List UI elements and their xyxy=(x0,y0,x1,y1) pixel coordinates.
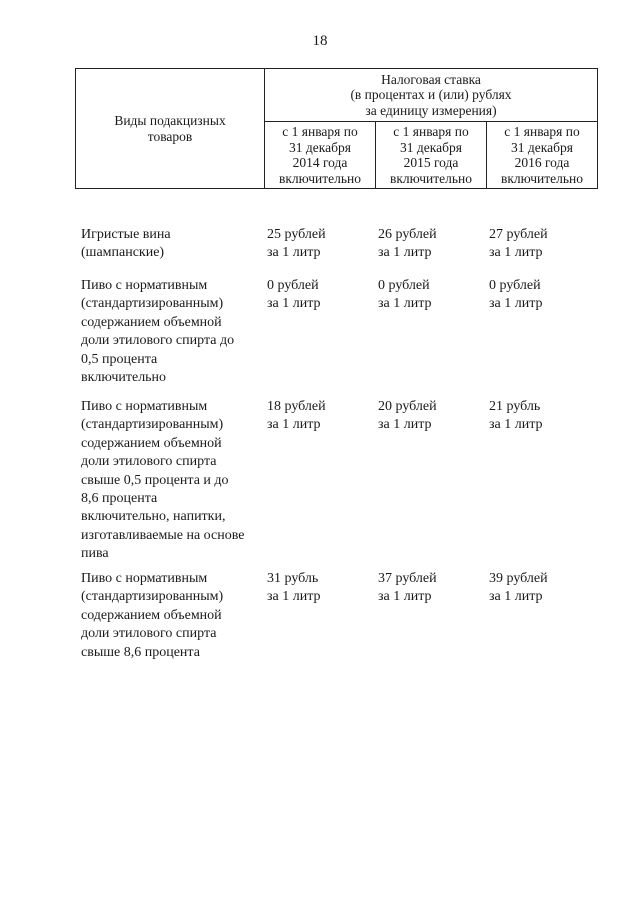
goods-name: Игристые вина (шампанские) xyxy=(81,227,171,261)
excise-goods-kinds-label: Виды подакцизных товаров xyxy=(114,113,226,144)
tax-rate-table-header xyxy=(75,68,598,189)
rate-2015: 0 рублей за 1 литр xyxy=(378,278,432,312)
rate-2014: 18 рублей за 1 литр xyxy=(267,399,326,433)
excise-goods-kinds-header xyxy=(76,69,265,189)
period-label-2015: с 1 января по 31 декабря 2015 года включительно xyxy=(389,124,472,186)
rate-2015: 37 рублей за 1 литр xyxy=(378,571,437,605)
rate-2014: 31 рубль за 1 литр xyxy=(267,571,321,605)
rate-2016: 21 рубль за 1 литр xyxy=(489,399,543,433)
tax-rate-header xyxy=(265,69,598,122)
period-label-2014: с 1 января по 31 декабря 2014 года включительно xyxy=(278,124,361,186)
goods-name: Пиво с нормативным (стандартизированным) содержанием объемной доли этилового спирта свыше 0,5 процента и до 8,6 процента включительно, напитки, изготавливаемые на основе пива xyxy=(81,399,245,562)
tax-rate-label: Налоговая ставка (в процентах и (или) рублях за единицу измерения) xyxy=(350,71,512,118)
goods-name: Пиво с нормативным (стандартизированным) содержанием объемной доли этилового спирта свыше 8,6 процента xyxy=(81,571,224,660)
page-number: 18 xyxy=(312,33,328,49)
period-header-2016 xyxy=(487,122,598,189)
rate-2015: 20 рублей за 1 литр xyxy=(378,399,437,433)
period-header-2015 xyxy=(376,122,487,189)
rate-2016: 0 рублей за 1 литр xyxy=(489,278,543,312)
rate-2015: 26 рублей за 1 литр xyxy=(378,227,437,261)
goods-name: Пиво с нормативным (стандартизированным) содержанием объемной доли этилового спирта до 0,5 процента включительно xyxy=(81,278,235,386)
rate-2016: 39 рублей за 1 литр xyxy=(489,571,548,605)
rate-2014: 25 рублей за 1 литр xyxy=(267,227,326,261)
period-label-2016: с 1 января по 31 декабря 2016 года включительно xyxy=(500,124,583,186)
rate-2016: 27 рублей за 1 литр xyxy=(489,227,548,261)
period-header-2014 xyxy=(265,122,376,189)
rate-2014: 0 рублей за 1 литр xyxy=(267,278,321,312)
